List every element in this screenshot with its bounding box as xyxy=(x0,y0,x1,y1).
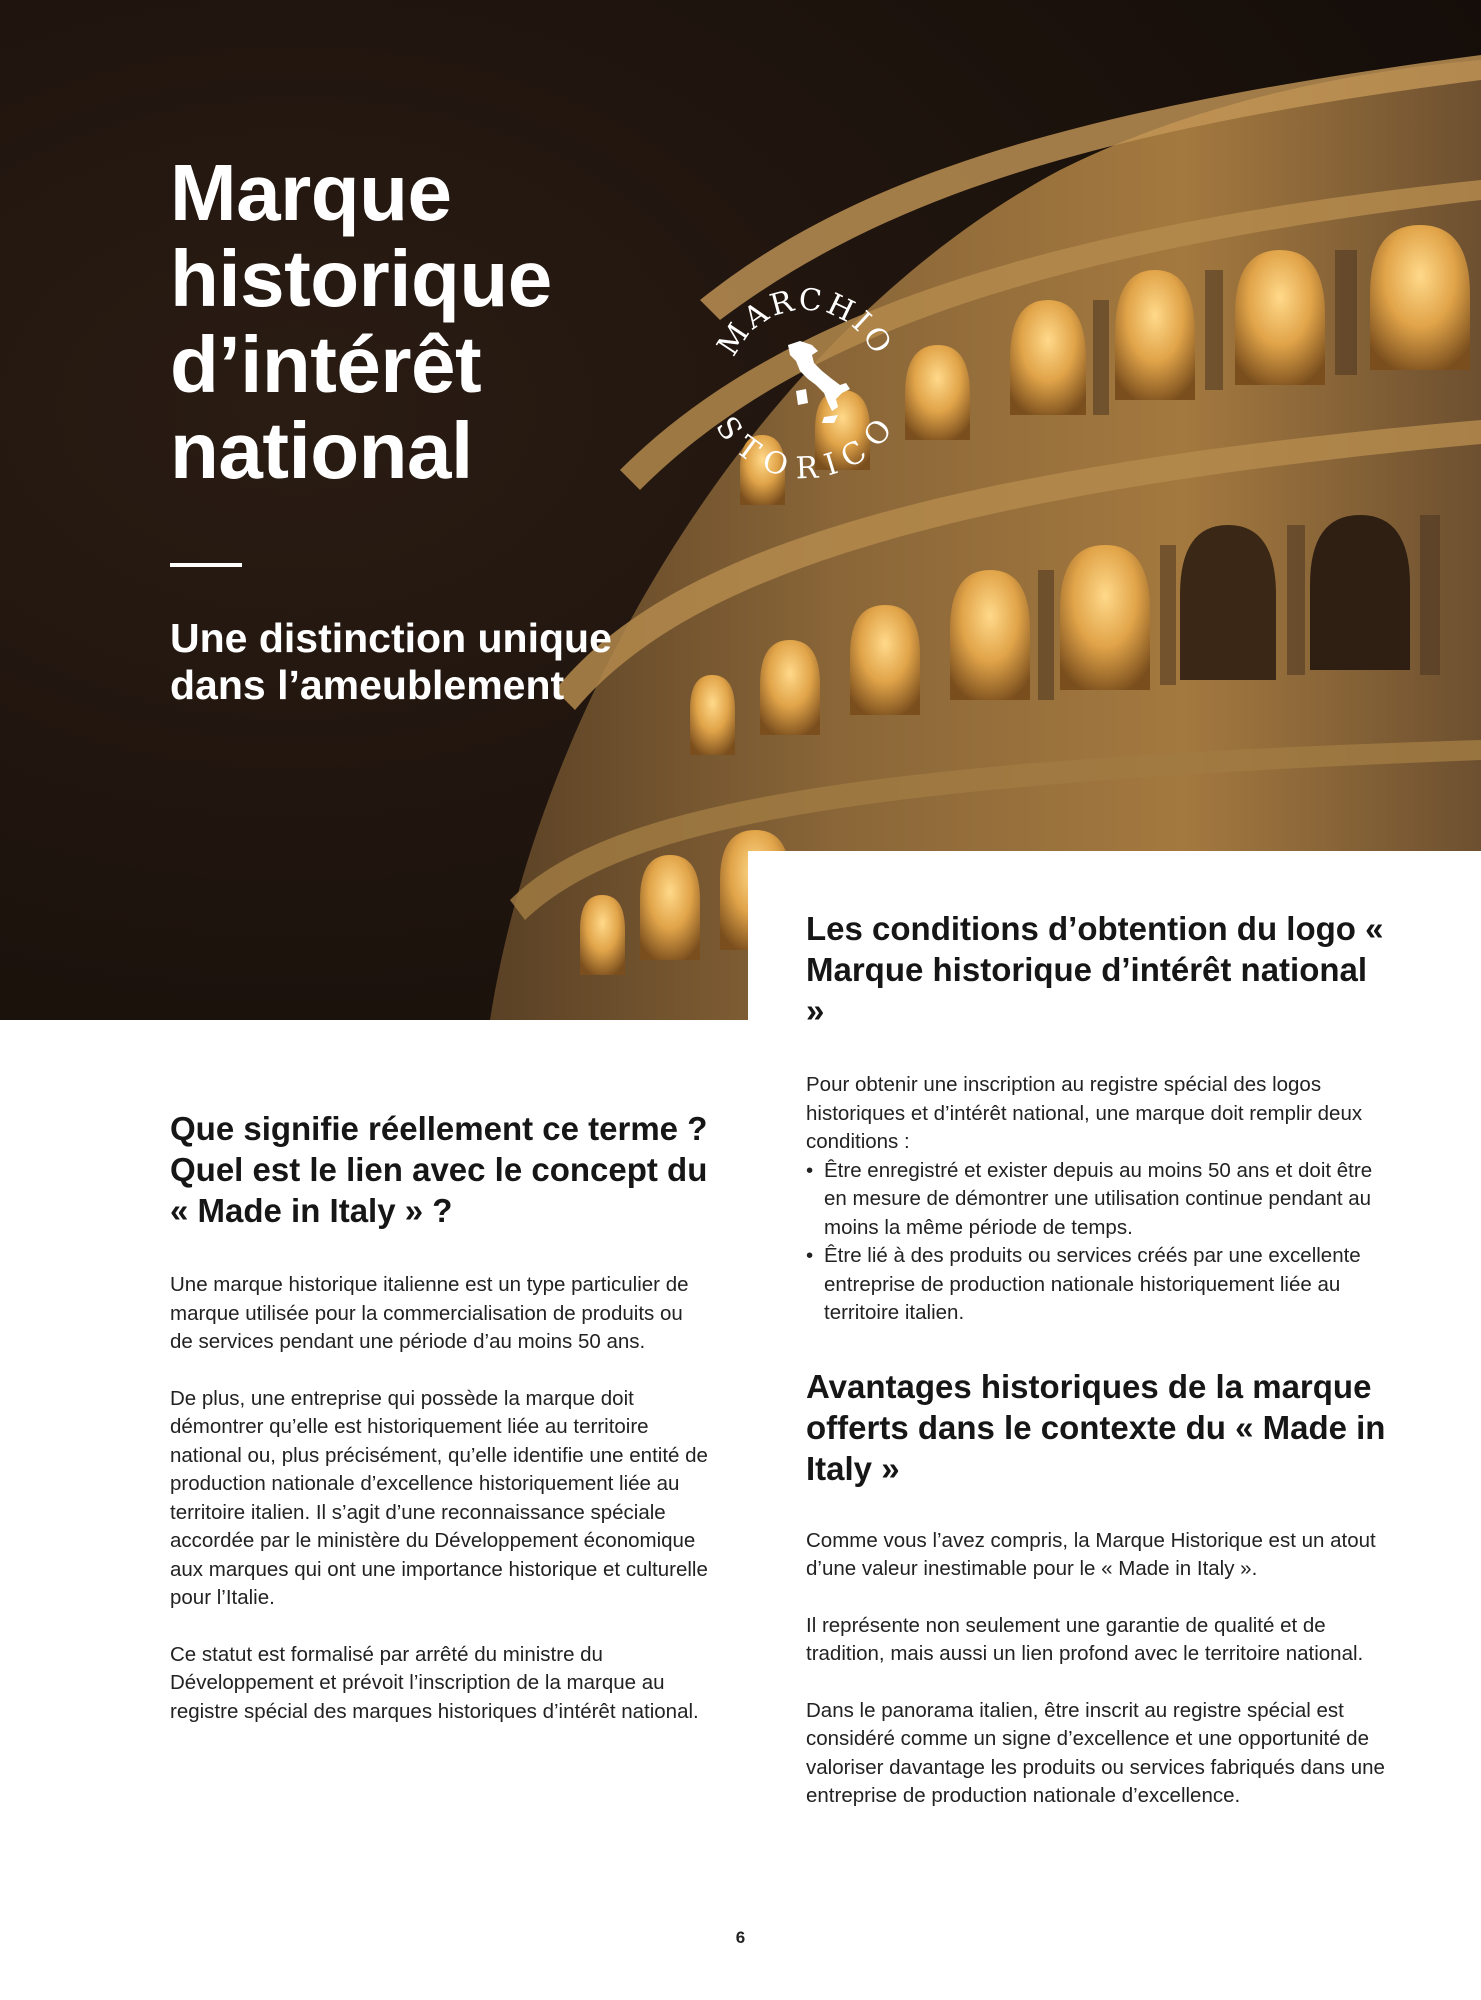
conditions-intro: Pour obtenir une inscription au registre spécial des logos historiques et d’intérêt national, une marque doit remplir deux conditions : xyxy=(806,1073,1363,1153)
page-title: Marque historique d’intérêt national xyxy=(170,148,552,495)
left-paragraph: Une marque historique italienne est un type particulier de marque utilisée pour la commercialisation de produits ou de services pendant une période d’au moins 50 ans. xyxy=(170,1273,689,1353)
advantages-paragraph: Comme vous l’avez compris, la Marque Historique est un atout d’une valeur inestimable pour le « Made in Italy ». xyxy=(806,1528,1376,1580)
svg-text:STORICO xyxy=(708,410,901,485)
conditions-heading: Les conditions d’obtention du logo « Marque historique d’intérêt national » xyxy=(806,910,1384,1029)
title-divider xyxy=(170,563,242,567)
left-paragraph: De plus, une entreprise qui possède la marque doit démontrer qu’elle est historiquement liée au territoire national ou, plus précisément, qu’elle identifie une entité de production nationale d’excellence historiquement liée au territoire italien. Il s’agit d’une reconnaissance spéciale accordée par le ministère du Développement économique aux marques qui ont une importance historique et culturelle pour l’Italie. xyxy=(170,1386,708,1609)
italy-map-icon xyxy=(788,341,850,423)
badge-text-top: MARCHIO xyxy=(710,282,900,363)
left-heading: Que signifie réellement ce terme ? Quel est le lien avec le concept du « Made in Italy » ? xyxy=(170,1110,708,1229)
badge-text-bottom: STORICO xyxy=(708,410,902,485)
conditions-list xyxy=(806,1157,1386,1328)
advantages-paragraph: Dans le panorama italien, être inscrit au registre spécial est considéré comme un signe d’excellence et une opportunité de valoriser davantage les produits ou services fabriqués dans une entreprise de production nationale d’excellence. xyxy=(806,1698,1385,1807)
advantages-heading: Avantages historiques de la marque offerts dans le contexte du « Made in Italy » xyxy=(806,1367,1386,1487)
page-subtitle: Une distinction unique dans l’ameublement xyxy=(170,615,612,708)
right-column xyxy=(806,908,1386,1811)
advantages-paragraph: Il représente non seulement une garantie de qualité et de tradition, mais aussi un lien profond avec le territoire national. xyxy=(806,1613,1364,1665)
left-paragraph: Ce statut est formalisé par arrêté du ministre du Développement et prévoit l’inscription de la marque au registre spécial des marques historiques d’intérêt national. xyxy=(170,1642,699,1723)
list-item: • Être lié à des produits ou services créés par une excellente entreprise de production nationale historiquement liée au territoire italien. xyxy=(806,1242,1386,1328)
marchio-storico-badge xyxy=(700,275,910,485)
page-number: 6 xyxy=(735,1928,746,1947)
list-item: • Être enregistré et exister depuis au moins 50 ans et doit être en mesure de démontrer une utilisation continue pendant au moins la même période de temps. xyxy=(806,1157,1386,1243)
left-column xyxy=(170,1108,710,1726)
